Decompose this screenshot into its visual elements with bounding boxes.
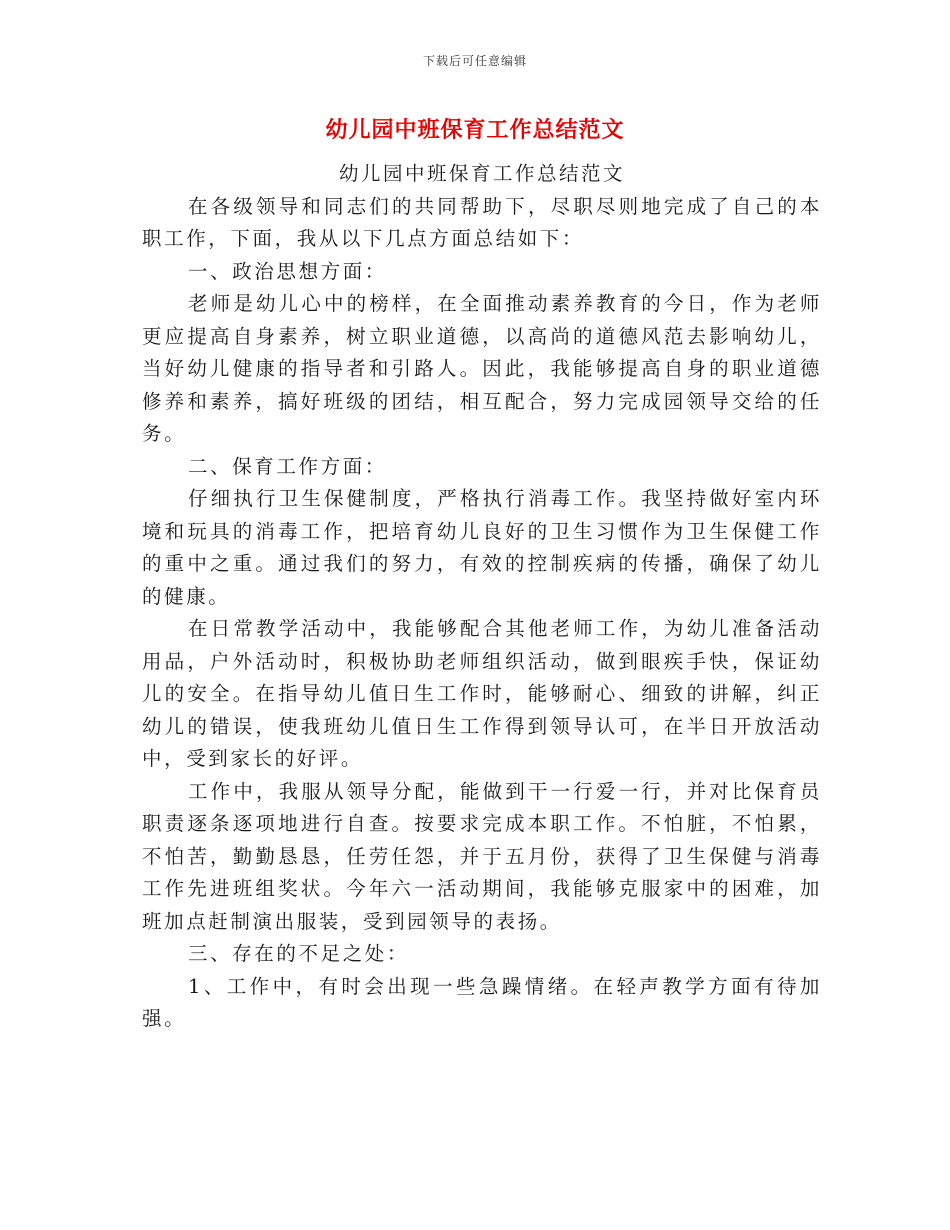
document-title: 幼儿园中班保育工作总结范文 bbox=[325, 118, 625, 143]
paragraph-teaching: 在日常教学活动中，我能够配合其他老师工作，为幼儿准备活动用品，户外活动时，积极协助老师组织活动，做到眼疾手快，保证幼儿的安全。在指导幼儿值日生工作时，能够耐心、细致的讲解，纠正幼儿的错误，使我班幼儿值日生工作得到领导认可，在半日开放活动中，受到家长的好评。 bbox=[142, 617, 822, 770]
paragraph-intro: 在各级领导和同志们的共同帮助下，尽职尽则地完成了自己的本职工作，下面，我从以下几点方面总结如下： bbox=[142, 194, 822, 250]
document-subtitle: 幼儿园中班保育工作总结范文 bbox=[338, 162, 625, 185]
paragraph-shortcoming-1: 1、工作中，有时会出现一些急躁情绪。在轻声教学方面有待加强。 bbox=[142, 974, 822, 1030]
paragraph-politics: 老师是幼儿心中的榜样，在全面推动素养教育的今日，作为老师更应提高自身素养，树立职业道德，以高尚的道德风范去影响幼儿，当好幼儿健康的指导者和引路人。因此，我能够提高自身的职业道德修养和素养，搞好班级的团结，相互配合，努力完成园领导交给的任务。 bbox=[142, 292, 822, 445]
header-note: 下载后可任意编辑 bbox=[422, 54, 527, 68]
section-heading-politics: 一、政治思想方面： bbox=[188, 259, 387, 283]
section-heading-shortcomings: 三、存在的不足之处： bbox=[188, 942, 410, 965]
document-body bbox=[142, 158, 822, 1036]
paragraph-hygiene: 仔细执行卫生保健制度，严格执行消毒工作。我坚持做好室内环境和玩具的消毒工作，把培育幼儿良好的卫生习惯作为卫生保健工作的重中之重。通过我们的努力，有效的控制疾病的传播，确保了幼儿的健康。 bbox=[142, 487, 822, 608]
paragraph-work: 工作中，我服从领导分配，能做到干一行爱一行，并对比保育员职责逐条逐项地进行自查。按要求完成本职工作。不怕脏，不怕累，不怕苦，勤勤恳恳，任劳任怨，并于五月份，获得了卫生保健与消毒工作先进班组奖状。今年六一活动期间，我能够克服家中的困难，加班加点赶制演出服装，受到园领导的表扬。 bbox=[142, 779, 822, 933]
section-heading-care: 二、保育工作方面： bbox=[188, 454, 387, 478]
